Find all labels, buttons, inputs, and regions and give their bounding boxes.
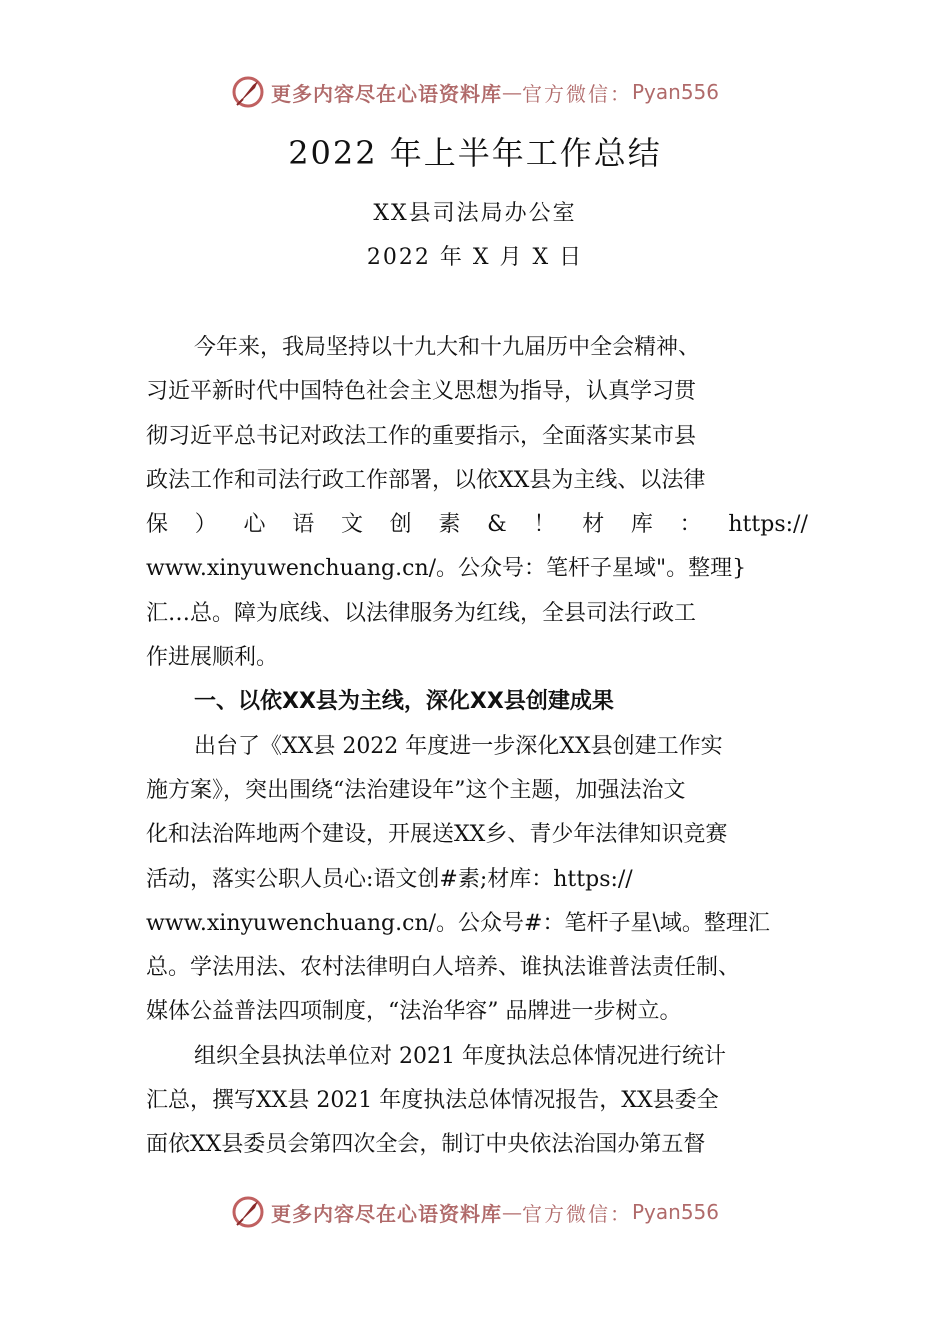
watermark-wechat-label: 官方微信： (521, 1201, 632, 1226)
watermark-brand: 更多内容尽在心语资料库 (270, 1201, 502, 1226)
spaced-char: ） (194, 512, 217, 538)
paragraph-line: 汇总，撰写XX县 2021 年度执法总体情况报告，XX县委全 (146, 1088, 719, 1114)
watermark-wechat-id: Pyan556 (631, 1200, 719, 1224)
header-watermark (0, 72, 950, 112)
paragraph-line: 政法工作和司法行政工作部署，以依XX县为主线、以法律 (146, 467, 706, 493)
spaced-char: ： (679, 512, 702, 538)
document-title: 2022 年上半年工作总结 (288, 134, 662, 172)
quill-pen-logo-icon (231, 1195, 265, 1229)
watermark-separator: — (501, 80, 522, 104)
paragraph-line: 媒体公益普法四项制度，“法治华容” 品牌进一步树立。 (146, 999, 682, 1025)
spaced-char: & (487, 512, 507, 538)
paragraph-line: 总。学法用法、农村法律明白人培养、谁执法谁普法责任制、 (146, 955, 741, 981)
document-date: 2022 年 X 月 X 日 (366, 245, 584, 270)
footer-watermark (0, 1192, 950, 1232)
paragraph-line: www.xinyuwenchuang.cn/。公众号：笔杆子星域"。整理} (146, 556, 747, 582)
paragraph-line: 今年来，我局坚持以十九大和十九届历中全会精神、 (194, 335, 701, 360)
spaced-char: 材 (582, 512, 605, 538)
spaced-char: 语 (292, 512, 315, 538)
paragraph-line: 组织全县执法单位对 2021 年度执法总体情况进行统计 (194, 1043, 726, 1069)
spaced-char: 素 (438, 512, 461, 538)
paragraph-line: 施方案》，突出围绕“法治建设年”这个主题，加强法治文 (146, 777, 686, 803)
paragraph-line: www.xinyuwenchuang.cn/。公众号#：笔杆子星\域。整理汇 (146, 910, 770, 936)
paragraph-line: 彻习近平总书记对政法工作的重要指示，全面落实某市县 (146, 423, 697, 449)
watermark-separator: — (501, 1200, 522, 1224)
paragraph-line: 化和法治阵地两个建设，开展送XX乡、青少年法律知识竞赛 (146, 822, 728, 848)
spaced-char: 保 (146, 512, 169, 538)
document-body (146, 326, 808, 1168)
spaced-char: ！ (533, 512, 556, 538)
paragraph-line: 作进展顺利。 (146, 645, 279, 671)
spaced-char: 创 (389, 512, 412, 538)
spaced-char: 文 (340, 512, 363, 538)
paragraph-line: 活动，落实公职人员心:语文创#素;材库：https:// (146, 866, 633, 892)
paragraph-line: 汇…总。障为底线、以法律服务为红线，全县司法行政工 (146, 600, 697, 626)
paragraph-line: 出台了《XX县 2022 年度进一步深化XX县创建工作实 (194, 733, 723, 759)
spaced-char: 心 (243, 512, 266, 538)
paragraph-line: 习近平新时代中国特色社会主义思想为指导，认真学习贯 (146, 379, 697, 405)
watermark-wechat-label: 官方微信： (521, 81, 632, 106)
watermark-wechat-id: Pyan556 (631, 80, 719, 104)
spaced-url-fragment: https:// (728, 512, 808, 538)
quill-pen-logo-icon (231, 75, 265, 109)
watermark-brand: 更多内容尽在心语资料库 (270, 81, 502, 106)
paragraph-line: 面依XX县委员会第四次全会，制订中央依法治国办第五督 (146, 1132, 706, 1158)
spaced-char: 库 (630, 512, 653, 538)
paragraph-line-spaced (146, 503, 808, 547)
section-heading: 一、以依XX县为主线，深化XX县创建成果 (194, 689, 614, 715)
document-org: XX县司法局办公室 (373, 201, 577, 226)
